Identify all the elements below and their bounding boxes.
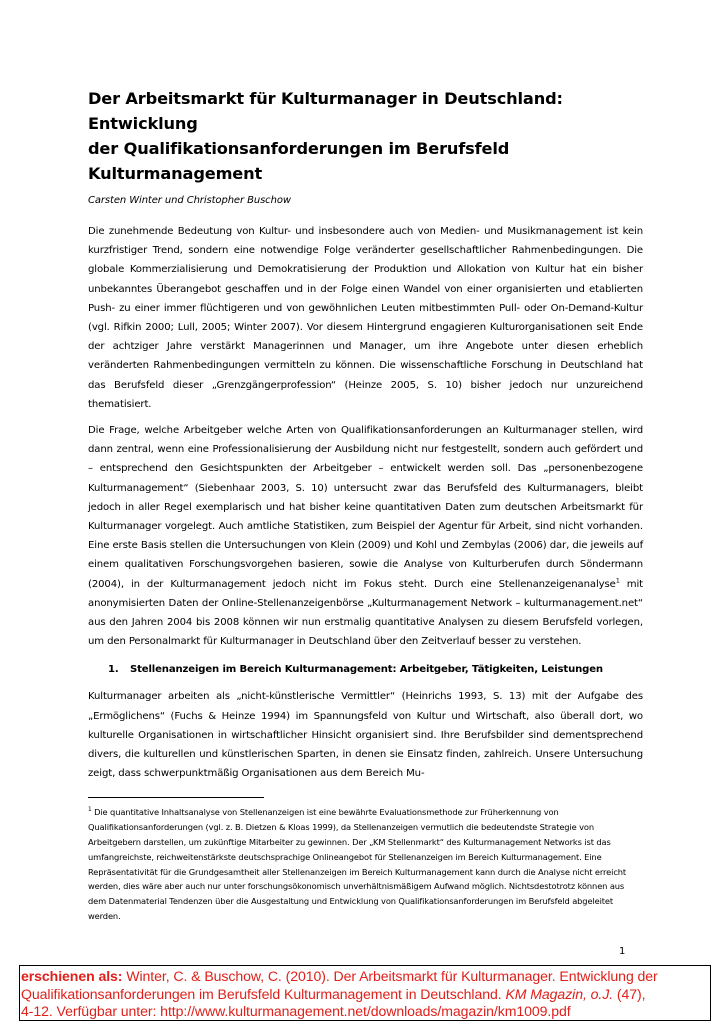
author-line: Carsten Winter und Christopher Buschow: [88, 195, 291, 206]
paragraph-2-text-b: mit anonymisierten Daten der Online-Stellenanzeigenbörse „Kulturmanagement Network – kulturmanagement.net“ aus den Jahren 2004 bis 2008 können wir nun erstmalig quantitative Analysen zu diesem Berufsfeld vorlegen, um den Personalmarkt für Kulturmanager in Deutschland über den Zeitverlauf besser zu verstehen.: [88, 578, 643, 648]
publication-citation-line-1: Winter, C. & Buschow, C. (2010). Der Arbeitsmarkt für Kulturmanager. Entwicklung der: [122, 968, 658, 984]
footnote-text: Die quantitative Inhaltsanalyse von Stellenanzeigen ist eine bewährte Evaluationsmethode zur Früherkennung von Qualifikationsanforderungen (vgl. z. B. Dietzen & Kloas 1999), da Stellenanzeigen vermutlich die bedeutendste Strategie von Arbeitgebern darstellen, um zukünftige Mitarbeiter zu gewinnen. Der „KM Stellenmarkt“ des Kulturmanagement Networks ist das umfangreichste, reichweitenstärkste deutschsprachige Onlineangebot für Stellenanzeigen im Bereich Kulturmanagement. Eine Repräsentativität für die Grundgesamtheit aller Stellenanzeigen im Bereich Kulturmanagement kann durch die Analyse nicht erreicht werden, dies wäre aber auch nur unter forschungsökonomisch unverhältnismäßigem Aufwand möglich. Nichtsdestotrotz können aus dem Datenmaterial Tendenzen über die Ausgestaltung und Entwicklung von Qualifikationsanforderungen im Berufsfeld abgeleitet werden.: [88, 807, 627, 922]
section-number: 1.: [108, 664, 119, 676]
footnote-divider: [88, 797, 264, 798]
title-line-1: Der Arbeitsmarkt für Kulturmanager in Deutschland: Entwicklung: [88, 89, 563, 133]
publication-url-line[interactable]: 4-12. Verfügbar unter: http://www.kulturmanagement.net/downloads/magazin/km1009.pdf: [21, 1003, 571, 1020]
paragraph-3: Kulturmanager arbeiten als „nicht-künstlerische Vermittler“ (Heinrichs 1993, S. 13) mit der Aufgabe des „Ermöglichens“ (Fuchs & Heinze 1994) im Spannungsfeld von Kultur und Wirtschaft, also überall dort, wo kulturelle Organisationen in wirtschaftlicher Hinsicht organisiert sind. Ihre Berufsbilder sind dementsprechend divers, die kulturellen und künstlerischen Sparten, in denen sie Einsatz finden, zahlreich. Unsere Untersuchung zeigt, dass schwerpunktmäßig Organisationen aus dem Bereich Mu-: [88, 691, 643, 780]
article-body: [88, 86, 643, 924]
footnote-reference[interactable]: 1: [615, 576, 620, 585]
publication-note-box: [19, 965, 711, 1021]
footnote-1: [88, 805, 643, 923]
publication-volume: (47),: [613, 985, 646, 1002]
title-line-2: der Qualifikationsanforderungen im Berufsfeld Kulturmanagement: [88, 139, 510, 183]
paragraph-1: Die zunehmende Bedeutung von Kultur- und insbesondere auch von Medien- und Musikmanagement ist kein kurzfristiger Trend, sondern eine notwendige Folge veränderter gesellschaftlicher Rahmenbedingungen. Die globale Kommerzialisierung und Demokratisierung der Produktion und Allokation von Kultur hat ein bisher unbekanntes Überangebot geschaffen und in der Folge einen Wandel von einer organisierten und etablierten Push- zu einer immer flüchtigeren und von gewöhnlichen Leuten mitbestimmten Pull- oder On-Demand-Kultur (vgl. Rifkin 2000; Lull, 2005; Winter 2007). Vor diesem Hintergrund engagieren Kulturorganisationen seit Ende der achtziger Jahre verstärkt Managerinnen und Manager, um ihre Angebote unter diesen erheblich veränderten Rahmenbedingungen vermitteln zu können. Die wissenschaftliche Forschung in Deutschland hat das Berufsfeld dieser „Grenzgängerprofession“ (Heinze 2005, S. 10) bisher jedoch nur unzureichend thematisiert.: [88, 226, 643, 410]
paragraph-2-text-a: Die Frage, welche Arbeitgeber welche Arten von Qualifikationsanforderungen an Kulturmanager stellen, wird dann zentral, wenn eine Professionalisierung der Ausbildung nicht nur festgestellt, sondern auch gefördert und – entsprechend den Gesichtspunkten der Arbeitgeber – entwickelt werden soll. Das „personenbezogene Kulturmanagement“ (Siebenhaar 2003, S. 10) untersucht zwar das Berufsfeld des Kulturmanagers, bleibt jedoch in aller Regel exemplarisch und hat bisher keine quantitativen Daten zum deutschen Arbeitsmarkt für Kulturmanager vorgelegt. Auch amtliche Statistiken, zum Beispiel der Agentur für Arbeit, sind nicht vorhanden. Eine erste Basis stellen die Untersuchungen von Klein (2009) und Kohl und Zembylas (2006) dar, die jeweils auf einem qualitativen Forschungsvorgehen basieren, sowie die Analyse von Kulturberufen durch Söndermann (2004), in der Kulturmanagement jedoch nicht im Fokus steht. Durch eine Stellenanzeigenanalyse: [88, 425, 643, 590]
section-heading-1: [108, 661, 643, 679]
paragraph-2: [88, 421, 643, 651]
publication-label: erschienen als:: [21, 968, 123, 984]
publication-journal: KM Magazin, o.J.: [505, 985, 614, 1002]
article-title: [88, 86, 643, 186]
section-title: Stellenanzeigen im Bereich Kulturmanagement: Arbeitgeber, Tätigkeiten, Leistungen: [130, 664, 603, 676]
publication-citation-line-2: Qualifikationsanforderungen im Berufsfeld Kulturmanagement in Deutschland.: [21, 985, 506, 1002]
footnote-marker: 1: [88, 807, 92, 814]
page-number: 1: [619, 946, 626, 957]
